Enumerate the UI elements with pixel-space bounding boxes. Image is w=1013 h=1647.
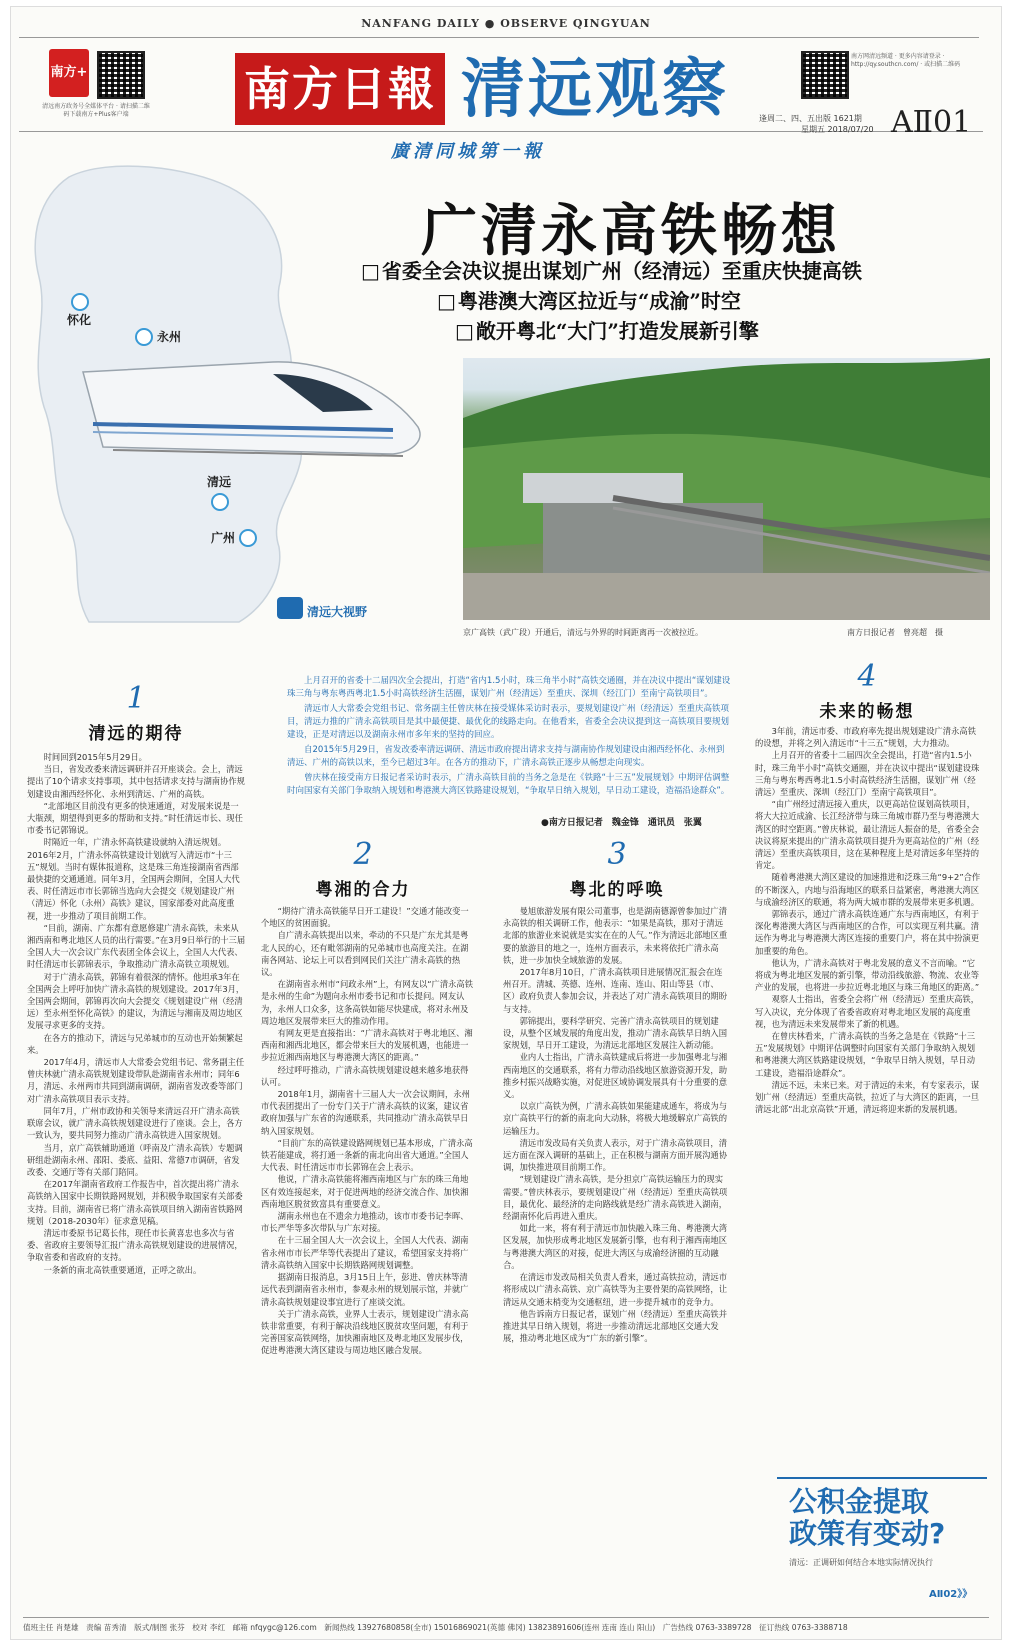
subheadline-1: □ 省委全会决议提出谋划广州（经清远）至重庆快捷高铁 bbox=[361, 255, 862, 284]
main-headline: 广清永高铁畅想 bbox=[421, 198, 841, 264]
byline: ●南方日报记者 魏金锋 通讯员 张翼 bbox=[541, 818, 702, 828]
paragraph: 有网友更是直接指出：“广清永高铁对于粤北地区、湘西南和湘西北地区，都会带来巨大的发展机遇，也能进一步拉近湘西南地区与粤港澳大湾区的距离。” bbox=[261, 1028, 473, 1063]
city-label-qingyuan: 清远 bbox=[207, 475, 232, 489]
slogan: 廣清同城第一報 bbox=[391, 141, 545, 162]
section-body-4 bbox=[755, 725, 981, 1471]
paragraph: 清远市发改局有关负责人表示，对于广清永高铁项目，清远方面在深入调研的基础上，正在积极与湖南方面开展沟通协调，加快推进项目前期工作。 bbox=[503, 1137, 728, 1173]
section-title-4: 未来的畅想 bbox=[819, 702, 915, 722]
paragraph: 3年前，清远市委、市政府率先提出规划建设广清永高铁的设想，并将之列入清远市“十三五”规划，大力推动。 bbox=[755, 726, 976, 749]
promo-headline-2[interactable]: 政策有变动? bbox=[789, 1517, 946, 1550]
paragraph: 2017年8月10日，广清永高铁项目进展情况汇报会在连州召开。清城、英德、连州、连南、连山、阳山等县（市、区）政府负责人参加会议，并表达了对广清永高铁项目的期盼与支持。 bbox=[503, 967, 728, 1014]
promo-headline-1[interactable]: 公积金提取 bbox=[789, 1485, 930, 1518]
page-footer: 值班主任 肖楚雄 责编 苗秀清 版式/制图 张芬 校对 李红 邮箱 nfqygc@126.com 新闻热线 13927680858(全市) 15016869021(英德 佛冈) 13823891606(连州 连南 连山 阳山) 广告热线 0763-3389728 征订热线 0763-3388718 bbox=[23, 1617, 989, 1633]
issue-number: 逢周二、四、五出版 1621期 bbox=[759, 114, 862, 123]
paragraph: “期待广清永高铁能早日开工建设！”交通才能改变一个地区的贫困面貌。 bbox=[261, 906, 469, 929]
photo-credit: 南方日报记者 曾亮超 摄 bbox=[847, 628, 943, 637]
paragraph: 经过呼吁推动，广清永高铁规划建设越来越多地获得认可。 bbox=[261, 1064, 469, 1087]
map-section-label: 清远大视野 bbox=[307, 605, 368, 619]
paragraph: 清远不远，未来已来。对于清远的未来，有专家表示，谋划广州（经清远）至重庆高铁，拉近了与大湾区的距离，一旦清远北部“出北京高铁”开通，清远将迎来新的发展机遇。 bbox=[755, 1079, 980, 1115]
subheadline-3: □ 敞开粤北“大门”打造发展新引擎 bbox=[455, 315, 759, 344]
camera-icon bbox=[277, 597, 303, 619]
right-qr-code[interactable] bbox=[801, 51, 849, 99]
logo-caption: 清远南方政务号全媒体平台 · 请扫描二维码下载南方+Plus客户端 bbox=[42, 103, 150, 118]
page-number: AⅡ01 bbox=[891, 105, 972, 140]
newspaper-page bbox=[10, 6, 1002, 1640]
paragraph: 据湖南日报消息，3月15日上午，彭进、曾庆林等清远代表到湖南省永州市，参观永州的规划展示馆，并就广清永高铁规划建设事宜进行了座谈交流。 bbox=[261, 1272, 469, 1307]
paragraph: 湖南永州也在不遗余力地推动，该市市委书记李晖、市长严华等多次带队与广东对接。 bbox=[261, 1211, 469, 1234]
paragraph: 同年7月，广州市政协和关领导来清远召开广清永高铁联席会议，就广清永高铁规划建设进行了座谈。会上，各方一致认为，要共同努力推动广清永高铁进入国家规划。 bbox=[27, 1105, 243, 1141]
intro-paragraph: 上月召开的省委十二届四次全会提出，打造“省内1.5小时，珠三角半小时”高铁交通圈，并在决议中提出“谋划建设珠三角与粤东粤西粤北1.5小时高铁经济生活圈，谋划广州（经清远）至重庆、深圳（经江门）至南宁高铁项目”。 bbox=[287, 676, 731, 699]
city-marker-qingyuan bbox=[211, 493, 229, 511]
section-title-2: 粤湘的合力 bbox=[315, 880, 411, 900]
promo-page-ref[interactable]: AⅡ02》》 bbox=[929, 1589, 973, 1600]
paragraph: “由广州经过清远接入重庆，以更高站位谋划高铁项目，将大大拉近成渝、长江经济带与珠三角城市群乃至与粤港澳大湾区的时空距离。”曾庆林说，最让清远人振奋的是，省委全会决议将原来提出的广清永高铁项目提升为更高站位的广州（经清远）至重庆高铁项目，这在某种程度上是对清远多年坚持的肯定。 bbox=[755, 799, 980, 871]
paragraph: 对于广清永高铁，郭锦有着很深的情怀。他坦承3年在全国两会上呼吁加快广清永高铁的规划建设。2017年3月，全国两会期间，郭锦再次向大会提交《规划建设广州（经清远）至永州至怀化高铁》的建议，为清远与湘南及周边地区发展寻求更多的支持。 bbox=[27, 971, 245, 1031]
section-number-1: 1 bbox=[126, 681, 146, 716]
nanfang-plus-logo: 南方+ bbox=[49, 49, 89, 97]
paragraph: “北部地区目前没有更多的快速通道，对发展来说是一大瓶颈，期望得到更多的帮助和支持。”时任清远市长、现任市委书记郭锦说。 bbox=[27, 800, 243, 836]
section-body-3 bbox=[503, 905, 729, 1611]
paragraph: 业内人士指出，广清永高铁建成后将进一步加强粤北与湘西南地区的交通联系，将有力带动沿线地区旅游资源开发，助推乡村振兴战略实施，对促进区域协调发展具有十分重要的意义。 bbox=[503, 1052, 728, 1100]
paragraph: 郭锦表示，通过广清永高铁连通广东与西南地区，有利于深化粤港澳大湾区与西南地区的合作，可以实现互利共赢。清远作为粤北与粤港澳大湾区连接的重要门户，将在其中扮演更加重要的角色。 bbox=[755, 909, 980, 956]
paragraph: 当日，省发改委来清远调研并召开座谈会。会上，清远提出了10个请求支持事项，其中包括请求支持与湖南协作规划建设由湘西经怀化、永州到清远、广州的高铁。 bbox=[27, 764, 245, 799]
railway-station-photo bbox=[463, 358, 990, 620]
city-marker-guangzhou bbox=[239, 529, 257, 547]
section-number-4: 4 bbox=[857, 659, 877, 694]
paragraph: 观察人士指出，省委全会将广州（经清远）至重庆高铁，写入决议，充分体现了省委省政府对粤北地区发展的高度重视，也为清远未来发展带来了新的机遇。 bbox=[755, 994, 980, 1029]
paragraph: 2018年1月，湖南省十三届人大一次会议期间，永州市代表团提出了一份专门关于广清永高铁的议案，建议省政府加强与广东省的沟通联系，共同推动广清永高铁早日纳入国家规划。 bbox=[261, 1089, 470, 1136]
intro-paragraph: 清远市人大常委会党组书记、常务副主任曾庆林在接受媒体采访时表示，要规划建设广州（经清远）至重庆高铁项目，清远力推的广清永高铁项目是其中最便捷、最优化的线路走向。在他看来，省委全会决议提到这一高铁项目要规划建设，正是对清远以及湖南永州市多年来的坚持的回应。 bbox=[287, 704, 730, 740]
paragraph: 时间回到2015年5月29日。 bbox=[43, 752, 147, 762]
city-label-guangzhou: 广州 bbox=[211, 531, 236, 545]
paragraph: 一条新的南北高铁重要通道，正呼之欲出。 bbox=[43, 1264, 202, 1275]
paragraph: 自广清永高铁提出以来，牵动的不只是广东尤其是粤北人民的心，还有毗邻湖南的兄弟城市也高度关注。在湖南各网站、论坛上可以看到网民们关注广清永高铁的热议。 bbox=[261, 930, 469, 978]
section-body-1 bbox=[27, 751, 247, 1611]
paragraph: 随着粤港澳大湾区建设的加速推进和泛珠三角“9+2”合作的不断深入，内地与沿海地区的联系日益紧密，粤港澳大湾区与成渝经济区的联通，将为两大城市群的发展带来更多机遇。 bbox=[755, 872, 981, 907]
promo-subline: 清远：正调研如何结合本地实际情况执行 bbox=[789, 1558, 933, 1567]
paragraph: 在湖南省永州市“问政永州”上，有网友以“广清永高铁是永州的生命”为题向永州市委书记和市长提问。网友认为，永州人口众多，这条高铁如能尽快建成，将对永州及周边地区发展带来巨大的推动作用。 bbox=[261, 979, 474, 1026]
paragraph: 在清远市发改局相关负责人看来，通过高铁拉动，清远市将形成以广清永高铁、京广高铁等为主要骨架的高铁网络，让清远从交通末梢变为交通枢纽，进一步提升城市的竞争力。 bbox=[503, 1272, 728, 1307]
city-marker-huaihua bbox=[71, 293, 89, 311]
photo-caption: 京广高铁（武广段）开通后，清远与外界的时间距离再一次被拉近。 bbox=[463, 628, 703, 637]
paragraph: 以京广高铁为例，广清永高铁如果能建成通车，将成为与京广高铁平行的新的南北向大动脉，将极大地缓解京广高铁的运输压力。 bbox=[503, 1101, 728, 1136]
intro-paragraph: 自2015年5月29日，省发改委率清远调研、清远市政府提出请求支持与湖南协作规划建设由湘西经怀化、永州到清远、广州的高铁以来，至今已超过3年。在各方的推动下，广清永高铁正逐步从畅想走向现实。 bbox=[287, 745, 725, 768]
paragraph: 上月召开的省委十二届四次全会提出，打造“省内1.5小时，珠三角半小时”高铁交通圈，并在决议中提出“谋划建设珠三角与粤东粤西粤北1.5小时高铁经济生活圈，谋划广州（经清远）至重庆、深圳（经江门）至南宁高铁项目”。 bbox=[755, 750, 980, 798]
edition-title: 清远观察 bbox=[461, 53, 729, 127]
paragraph: “目前，湖南、广东都有意愿修建广清永高铁，未来从湘西南和粤北地区人员的出行需要。”在3月9日举行的十三届全国人大一次会议广东代表团全体会议上，全国人大代表、时任清远市长郭锦表示，争取推动广清永高铁立项规划。 bbox=[27, 922, 246, 970]
paper-name-logo: 南方日報 bbox=[235, 53, 445, 125]
paragraph: 时隔近一年，广清永怀高铁建设就纳入清远规划。2016年2月，广清永怀高铁建设计划就写入清远市“十三五”规划。当时有媒体报道称，这是珠三角连接湖南省西部最快捷的交通通道。同年3月，全国两会期间，全国人大代表、时任清远市市长郭锦当选向大会提交《规划建设广州（清远）怀化（永州）高铁》建议，国家部委对此高度重视，进一步推动了项目前期工作。 bbox=[27, 837, 240, 921]
issue-date: 星期五 2018/07/20 bbox=[801, 125, 874, 134]
left-qr-code[interactable] bbox=[97, 51, 145, 99]
paragraph: 清远市委原书记葛长伟，现任市长黄喜忠也多次与省委、省政府主要领导汇报广清永高铁规划建设的进展情况，争取省委和省政府的支持。 bbox=[27, 1227, 243, 1263]
city-label-yongzhou: 永州 bbox=[157, 330, 182, 344]
paragraph: 郭锦提出，要科学研究、完善广清永高铁项目的规划建设，从整个区域发展的角度出发，推动广清永高铁早日纳入国家规划，早日开工建设，为清远北部地区发展注入新动能。 bbox=[503, 1015, 728, 1051]
section-title-1: 清远的期待 bbox=[88, 724, 184, 744]
high-speed-train-image bbox=[73, 332, 433, 482]
paragraph: 他告诉南方日报记者，谋划广州（经清远）至重庆高铁并推进其早日纳入规划，将进一步推动清远北部地区交通大发展，推动粤北地区成为“广东的新引擎”。 bbox=[503, 1308, 728, 1344]
intro-paragraph: 曾庆林在接受南方日报记者采访时表示，广清永高铁目前的当务之急是在《铁路“十三五”发展规划》中期评估调整时向国家有关部门争取纳入规划和粤港澳大湾区铁路建设规划，“争取早日纳入规划，早日动工建设，造福沿途群众”。 bbox=[287, 773, 730, 796]
paragraph: 在各方的推动下，清远与兄弟城市的互动也开始频繁起来。 bbox=[27, 1032, 243, 1055]
paragraph: 在十三届全国人大一次会议上，全国人大代表、湖南省永州市市长严华等代表提出了建议，希望国家支持将广清永高铁纳入国家中长期铁路网规划调整。 bbox=[261, 1235, 469, 1270]
section-body-2 bbox=[261, 905, 475, 1611]
masthead-banner: NANFANG DAILY ● OBSERVE QINGYUAN bbox=[361, 17, 651, 30]
city-label-huaihua: 怀化 bbox=[67, 313, 92, 327]
paragraph: “目前广东的高铁建设路网规划已基本形成，广清永高铁若能建成，将打通一条新的南北向出省大通道。”全国人大代表、时任清远市市长郭锦在会上表示。 bbox=[261, 1137, 473, 1173]
section-number-3: 3 bbox=[607, 837, 627, 872]
paragraph: 当月，京广高铁辅助通道（呼南及广清永高铁）专题调研组赴湖南永州、邵阳、娄底、益阳、常德7市调研，省发改委、交通厅等有关部门陪同。 bbox=[27, 1142, 243, 1177]
paragraph: 曼旭旅游发展有限公司董事，也是湖南德源曾参加过广清永高铁的相关调研工作，他表示：“如果是高铁，那对于清远北部的旅游业来说就是实实在在的人气。”作为清远北部地区重要的旅游目的地之一，连州方面表示，未来将依托广清永高铁，进一步加快全域旅游的发展。 bbox=[503, 906, 728, 965]
masthead-rule bbox=[19, 37, 979, 38]
subheadline-2: □ 粤港澳大湾区拉近与“成渝”时空 bbox=[437, 285, 741, 314]
paragraph: 如此一来，将有利于清远市加快融入珠三角、粤港澳大湾区发展，加快形成粤北地区发展新引擎，也有利于湘西南地区与粤港澳大湾区的对接，促进大湾区与成渝经济圈的互动融合。 bbox=[503, 1223, 728, 1270]
paragraph: 关于广清永高铁，业界人士表示，规划建设广清永高铁非常重要，有利于解决沿线地区脱贫攻坚问题，有利于完善国家高铁网络，加快湘南地区及粤北地区发展步伐，促进粤港澳大湾区建设与周边地区融合发展。 bbox=[261, 1308, 469, 1356]
section-title-3: 粤北的呼唤 bbox=[569, 880, 665, 900]
paragraph: 他认为，广清永高铁对于粤北发展的意义不言而喻。“它将成为粤北地区发展的新引擎，带动沿线旅游、物流、农业等产业的发展，也将进一步拉近粤北地区与珠三角地区的距离。” bbox=[755, 957, 980, 993]
paragraph: “规划建设广清永高铁，是分担京广高铁运输压力的现实需要。”曾庆林表示，要规划建设广州（经清远）至重庆高铁项目，最优化、最经济的走向路线就是经广清永高铁进入湖南，经湖南怀化后再进入重庆。 bbox=[503, 1174, 728, 1222]
section-number-2: 2 bbox=[353, 837, 373, 872]
paragraph: 2017年4月，清远市人大常委会党组书记、常务副主任曾庆林就广清永高铁规划建设带队赴湖南省永州市；同年6月，清远、永州两市共同到湖南调研，湖南省发改委等部门对广清永高铁项目表示支持。 bbox=[27, 1057, 245, 1104]
right-qr-caption: 南方网清远频道 · 更多内容请登录 · http://qy.southcn.com/ · 或扫描二维码 bbox=[851, 53, 961, 68]
paragraph: 在曾庆林看来，广清永高铁的当务之急是在《铁路“十三五”发展规划》中期评估调整时向国家有关部门争取纳入规划和粤港澳大湾区铁路建设规划，“争取早日纳入规划，早日动工建设，造福沿途群众”。 bbox=[755, 1031, 976, 1078]
paragraph: 在2017年湖南省政府工作报告中，首次提出将广清永高铁纳入国家中长期铁路网规划，并积极争取国家有关部委支持。目前，湖南省已将广清永高铁项目纳入湖南省铁路网规划（2018-2030年）征求意见稿。 bbox=[27, 1179, 243, 1226]
article-intro bbox=[287, 675, 731, 800]
paragraph: 他说，广清永高铁能将湘西南地区与广东的珠三角地区有效连接起来，对于促进两地的经济交流合作、加快湘西南地区脱贫致富具有重要意义。 bbox=[261, 1174, 469, 1209]
